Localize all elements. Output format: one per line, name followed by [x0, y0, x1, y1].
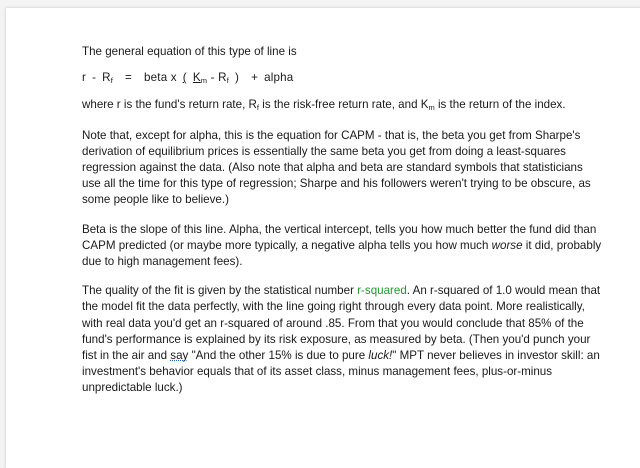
emphasis-worse: worse — [491, 238, 523, 252]
r-squared-link[interactable]: r-squared — [357, 284, 407, 298]
equation-line: r - $R_f$ = beta x ( $K_m - R_f$ ) + alpha — [82, 71, 294, 86]
emphasis-luck: luck! — [368, 349, 393, 363]
say-word: say — [170, 349, 189, 363]
capm-paragraph: Note that, except for alpha, this is the equation for CAPM - that is, the beta you get from Sharpe's derivation of equilibrium prices is essentially the same beta you get from doing a least-squares regression against the data. (Also note that alpha and beta are standard symbols that statisticians use all the time for this type of regression; Sharpe and his followers weren't trying to be obscure, as some people like to believe.) — [82, 128, 591, 207]
document-body — [82, 44, 602, 397]
document-page — [6, 8, 640, 468]
equation-heading: The general equation of this type of line is — [82, 45, 297, 58]
paren-km-term: ( $K_m$ — [182, 71, 208, 86]
beta-paragraph: Beta is the slope of this line. Alpha, the vertical intercept, tells you how much better the fund did than CAPM predicted (or maybe more typically, a negative alpha tells you how much worse it did, probably due to high management fees). — [82, 222, 602, 269]
variable-definitions: where r is the fund's return rate, $R_f$ is the risk-free return rate, and $K_m$ is the return of the index. — [82, 98, 566, 113]
quality-paragraph: The quality of the fit is given by the statistical number r-squared. An r-squared of 1.0 would mean that the model fit the data perfectly, with the line going right through every data point. More realistically, with real data you'd get an r-squared of around .85. From that you would conclude that 85% of the fund's performance is explained by its risk exposure, as measured by beta. (Then you'd punch your fist in the air and say "And the other 15% is due to pure luck!" MPT never believes in investor skill: an investment's behavior equals that of its asset class, minus management fees, plus-or-minus unpredictable luck.) — [82, 284, 601, 395]
